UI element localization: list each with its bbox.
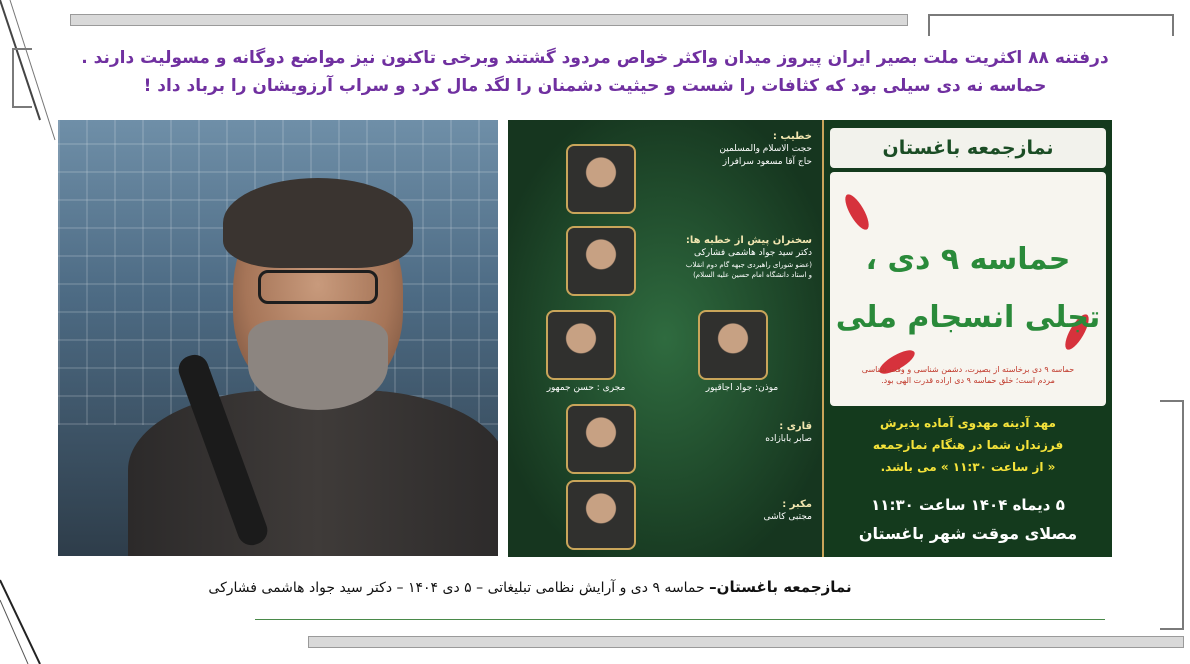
top-right-corner [928, 14, 1174, 36]
speaker-glasses [258, 270, 378, 304]
mokabber-name: مجتبی کاشی [763, 512, 812, 522]
pre-speaker-desc-2: و استاد دانشگاه امام حسین علیه السلام) [693, 271, 812, 279]
reciter-name: صابر بابازاده [765, 434, 812, 444]
headline-line-2: حماسه نه دی سیلی بود که کثافات را شست و حیثیت دشمنان را لگد مال کرد و سراب آرزویشان را برباد داد ! [143, 76, 1047, 96]
artwork-title-2: تجلی انسجام ملی [835, 300, 1101, 335]
reciter-card [648, 420, 812, 446]
poster-artwork [830, 172, 1106, 406]
headline [20, 44, 1170, 100]
bottom-left-decoration [0, 560, 60, 664]
caption-underline [255, 619, 1105, 620]
headline-line-1: درفتنه ۸۸ اکثریت ملت بصیر ایران پیروز میدان واکثر خواص مردود گشتند وبرخی تاکنون نیز مواضع دوگانه و مسولیت دارند . [81, 48, 1109, 68]
preacher-role: خطیب : [772, 131, 812, 142]
event-place: مصلای موقت شهر باغستان [858, 524, 1078, 543]
caption-subtitle: حماسه ۹ دی و آرایش نظامی تبلیغاتی – ۵ دی ۱۴۰۴ – دکتر سید جواد هاشمی فشارکی [208, 580, 710, 596]
caption-title: نمازجمعه باغستان– [709, 578, 852, 596]
notice-line-2: فرزندان شما در هنگام نمازجمعه [872, 438, 1064, 452]
host-card [526, 382, 646, 395]
tulip-icon [841, 191, 873, 233]
poster-program-panel [508, 120, 822, 557]
notice-line-1: مهد آدینه مهدوی آماده پذیرش [880, 416, 1056, 430]
artwork-tagline: حماسه ۹ دی برخاسته از بصیرت، دشمن شناسی و وقت شناسی مردم است؛ خلق حماسه ۹ دی اراده قدرت الهی بود. [861, 365, 1075, 385]
reciter-role: قاری : [779, 421, 812, 432]
mokabber-role: مکبر : [782, 499, 812, 510]
preacher-card [648, 130, 812, 169]
pre-speaker-card [626, 234, 812, 280]
pre-speaker-role: سخنران پیش از خطبه ها: [685, 235, 812, 246]
mokabber-avatar [566, 480, 636, 550]
speaker-body [128, 390, 498, 556]
speaker-beard [248, 320, 388, 410]
pre-speaker-desc-1: (عضو شورای راهبردی جبهه گام دوم انقلاب [685, 261, 812, 269]
poster-info-panel [822, 120, 1112, 557]
mokabber-card [648, 498, 812, 524]
bottom-bar [308, 636, 1184, 648]
poster-title: نمازجمعه باغستان [830, 128, 1106, 168]
speaker-hair [223, 178, 413, 268]
reciter-avatar [566, 404, 636, 474]
muezzin-avatar [698, 310, 768, 380]
artwork-title-1: حماسه ۹ دی ، [865, 242, 1071, 277]
photo-caption [60, 578, 1000, 596]
muezzin-label: موذن: جواد اجاقپور [705, 383, 779, 393]
notice-line-3: « از ساعت ۱۱:۳۰ » می باشد. [880, 460, 1056, 474]
host-label: مجری : حسن جمهور [546, 383, 626, 393]
preacher-name-1: حجت الاسلام والمسلمین [719, 144, 812, 154]
top-bar-left [70, 14, 908, 26]
childcare-notice [830, 412, 1106, 478]
host-avatar [546, 310, 616, 380]
event-poster [508, 120, 1112, 557]
pre-speaker-name: دکتر سید جواد هاشمی فشارکی [693, 248, 812, 258]
preacher-avatar [566, 144, 636, 214]
muezzin-card [672, 382, 812, 395]
speaker-photo [58, 120, 498, 556]
event-date: ۵ دیماه ۱۴۰۴ ساعت ۱۱:۳۰ [871, 496, 1065, 514]
bottom-right-corner [1160, 400, 1184, 630]
preacher-name-2: حاج آقا مسعود سرافراز [722, 157, 812, 167]
